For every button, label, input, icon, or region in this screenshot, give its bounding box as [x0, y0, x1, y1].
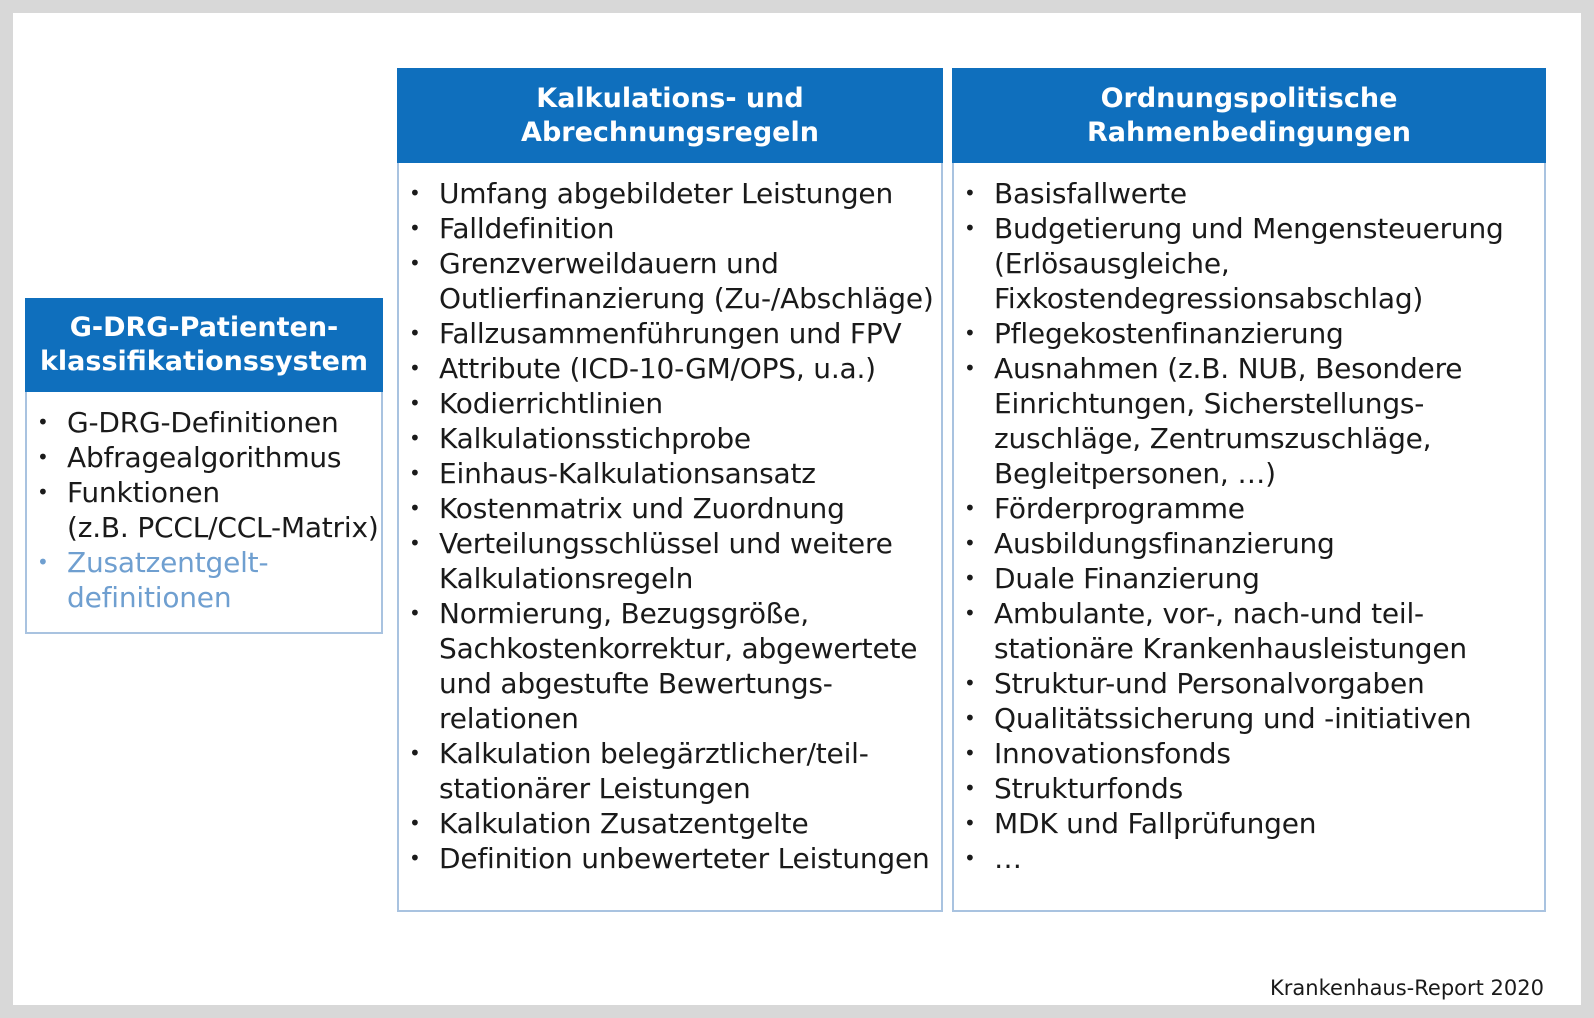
- list-item: [954, 596, 1544, 666]
- bullet-icon: •: [964, 216, 976, 240]
- bullet-icon: •: [964, 496, 976, 520]
- list-item-text: Kalkulation Zusatzentgelte: [439, 807, 809, 840]
- list-item: [954, 351, 1544, 491]
- list-item: [399, 211, 941, 246]
- bullet-icon: •: [37, 550, 49, 574]
- bullet-icon: •: [964, 566, 976, 590]
- right-box: [952, 68, 1546, 912]
- list-item: [954, 701, 1544, 736]
- list-item: [954, 211, 1544, 316]
- middle-box-header: [397, 68, 943, 163]
- list-item: [399, 351, 941, 386]
- bullet-icon: •: [409, 741, 421, 765]
- list-item: [27, 440, 381, 475]
- middle-box-list: [399, 176, 941, 876]
- list-item-text: Ambulante, vor-, nach-und teil- stationäre Krankenhausleistungen: [994, 597, 1467, 665]
- bullet-icon: •: [409, 601, 421, 625]
- bullet-icon: •: [409, 356, 421, 380]
- list-item-text: Budgetierung und Mengensteuerung (Erlösausgleiche, Fixkostendegressionsabschlag): [994, 212, 1504, 315]
- list-item-text: Falldefinition: [439, 212, 615, 245]
- list-item-text: Einhaus-Kalkulationsansatz: [439, 457, 816, 490]
- list-item-text: …: [994, 842, 1022, 875]
- list-item: [399, 386, 941, 421]
- list-item: [399, 421, 941, 456]
- bullet-icon: •: [964, 356, 976, 380]
- left-box: [25, 298, 383, 634]
- list-item: [954, 526, 1544, 561]
- list-item: [399, 736, 941, 806]
- list-item-text: Grenzverweildauern und Outlierfinanzierung (Zu-/Abschläge): [439, 247, 934, 315]
- source-label: Krankenhaus-Report 2020: [1270, 976, 1544, 1000]
- list-item: [954, 841, 1544, 876]
- list-item-text: G-DRG-Definitionen: [67, 406, 339, 439]
- bullet-icon: •: [964, 671, 976, 695]
- middle-box-title: Kalkulations- und Abrechnungsregeln: [521, 82, 819, 148]
- bullet-icon: •: [409, 531, 421, 555]
- list-item-text: Verteilungsschlüssel und weitere Kalkulationsregeln: [439, 527, 893, 595]
- bullet-icon: •: [964, 531, 976, 555]
- list-item: [27, 475, 381, 545]
- bullet-icon: •: [409, 216, 421, 240]
- bullet-icon: •: [964, 741, 976, 765]
- list-item-text: Attribute (ICD-10-GM/OPS, u.a.): [439, 352, 876, 385]
- bullet-icon: •: [409, 391, 421, 415]
- list-item: [399, 246, 941, 316]
- list-item: [399, 526, 941, 596]
- bullet-icon: •: [964, 321, 976, 345]
- list-item: [27, 405, 381, 440]
- right-box-header: [952, 68, 1546, 163]
- list-item-text: Umfang abgebildeter Leistungen: [439, 177, 894, 210]
- list-item-text: Duale Finanzierung: [994, 562, 1260, 595]
- list-item-text: Basisfallwerte: [994, 177, 1187, 210]
- bullet-icon: •: [409, 181, 421, 205]
- bullet-icon: •: [37, 480, 49, 504]
- list-item: [954, 736, 1544, 771]
- bullet-icon: •: [964, 776, 976, 800]
- list-item: [954, 561, 1544, 596]
- list-item-text: Normierung, Bezugsgröße, Sachkostenkorrektur, abgewertete und abgestufte Bewertungs- relationen: [439, 597, 918, 735]
- list-item-text: Qualitätssicherung und -initiativen: [994, 702, 1472, 735]
- list-item: [399, 316, 941, 351]
- list-item-text: Fallzusammenführungen und FPV: [439, 317, 902, 350]
- bullet-icon: •: [964, 811, 976, 835]
- list-item-text: Ausnahmen (z.B. NUB, Besondere Einrichtungen, Sicherstellungs- zuschläge, Zentrumszuschläge, Begleitpersonen, …): [994, 352, 1463, 490]
- list-item-text: Zusatzentgelt- definitionen: [67, 546, 269, 614]
- list-item-text: Abfragealgorithmus: [67, 441, 342, 474]
- list-item-text: Förderprogramme: [994, 492, 1245, 525]
- list-item-text: Struktur-und Personalvorgaben: [994, 667, 1425, 700]
- list-item-text: Kodierrichtlinien: [439, 387, 663, 420]
- list-item: [954, 491, 1544, 526]
- list-item-text: Kalkulation belegärztlicher/teil- stationärer Leistungen: [439, 737, 869, 805]
- list-item-text: Funktionen (z.B. PCCL/CCL-Matrix): [67, 476, 379, 544]
- list-item-text: Innovationsfonds: [994, 737, 1231, 770]
- bullet-icon: •: [409, 251, 421, 275]
- bullet-icon: •: [964, 181, 976, 205]
- bullet-icon: •: [964, 706, 976, 730]
- list-item: [27, 545, 381, 615]
- list-item: [954, 316, 1544, 351]
- list-item: [399, 841, 941, 876]
- list-item: [399, 176, 941, 211]
- bullet-icon: •: [37, 410, 49, 434]
- middle-box: [397, 68, 943, 912]
- list-item-text: Kostenmatrix und Zuordnung: [439, 492, 845, 525]
- right-box-title: Ordnungspolitische Rahmenbedingungen: [1087, 82, 1411, 148]
- list-item-text: Pflegekostenfinanzierung: [994, 317, 1344, 350]
- bullet-icon: •: [37, 445, 49, 469]
- list-item-text: Definition unbewerteter Leistungen: [439, 842, 930, 875]
- list-item: [399, 491, 941, 526]
- list-item-text: Kalkulationsstichprobe: [439, 422, 751, 455]
- bullet-icon: •: [409, 846, 421, 870]
- list-item: [399, 806, 941, 841]
- bullet-icon: •: [409, 811, 421, 835]
- bullet-icon: •: [964, 846, 976, 870]
- list-item-text: Strukturfonds: [994, 772, 1183, 805]
- list-item: [954, 771, 1544, 806]
- bullet-icon: •: [409, 321, 421, 345]
- left-box-title: G-DRG-Patienten- klassifikationssystem: [39, 312, 369, 377]
- bullet-icon: •: [409, 496, 421, 520]
- list-item: [954, 806, 1544, 841]
- left-box-list: [27, 405, 381, 615]
- left-box-header: [25, 298, 383, 392]
- bullet-icon: •: [409, 426, 421, 450]
- list-item: [954, 666, 1544, 701]
- list-item-text: MDK und Fallprüfungen: [994, 807, 1317, 840]
- bullet-icon: •: [409, 461, 421, 485]
- bullet-icon: •: [964, 601, 976, 625]
- list-item: [399, 596, 941, 736]
- list-item-text: Ausbildungsfinanzierung: [994, 527, 1335, 560]
- right-box-list: [954, 176, 1544, 876]
- list-item: [399, 456, 941, 491]
- list-item: [954, 176, 1544, 211]
